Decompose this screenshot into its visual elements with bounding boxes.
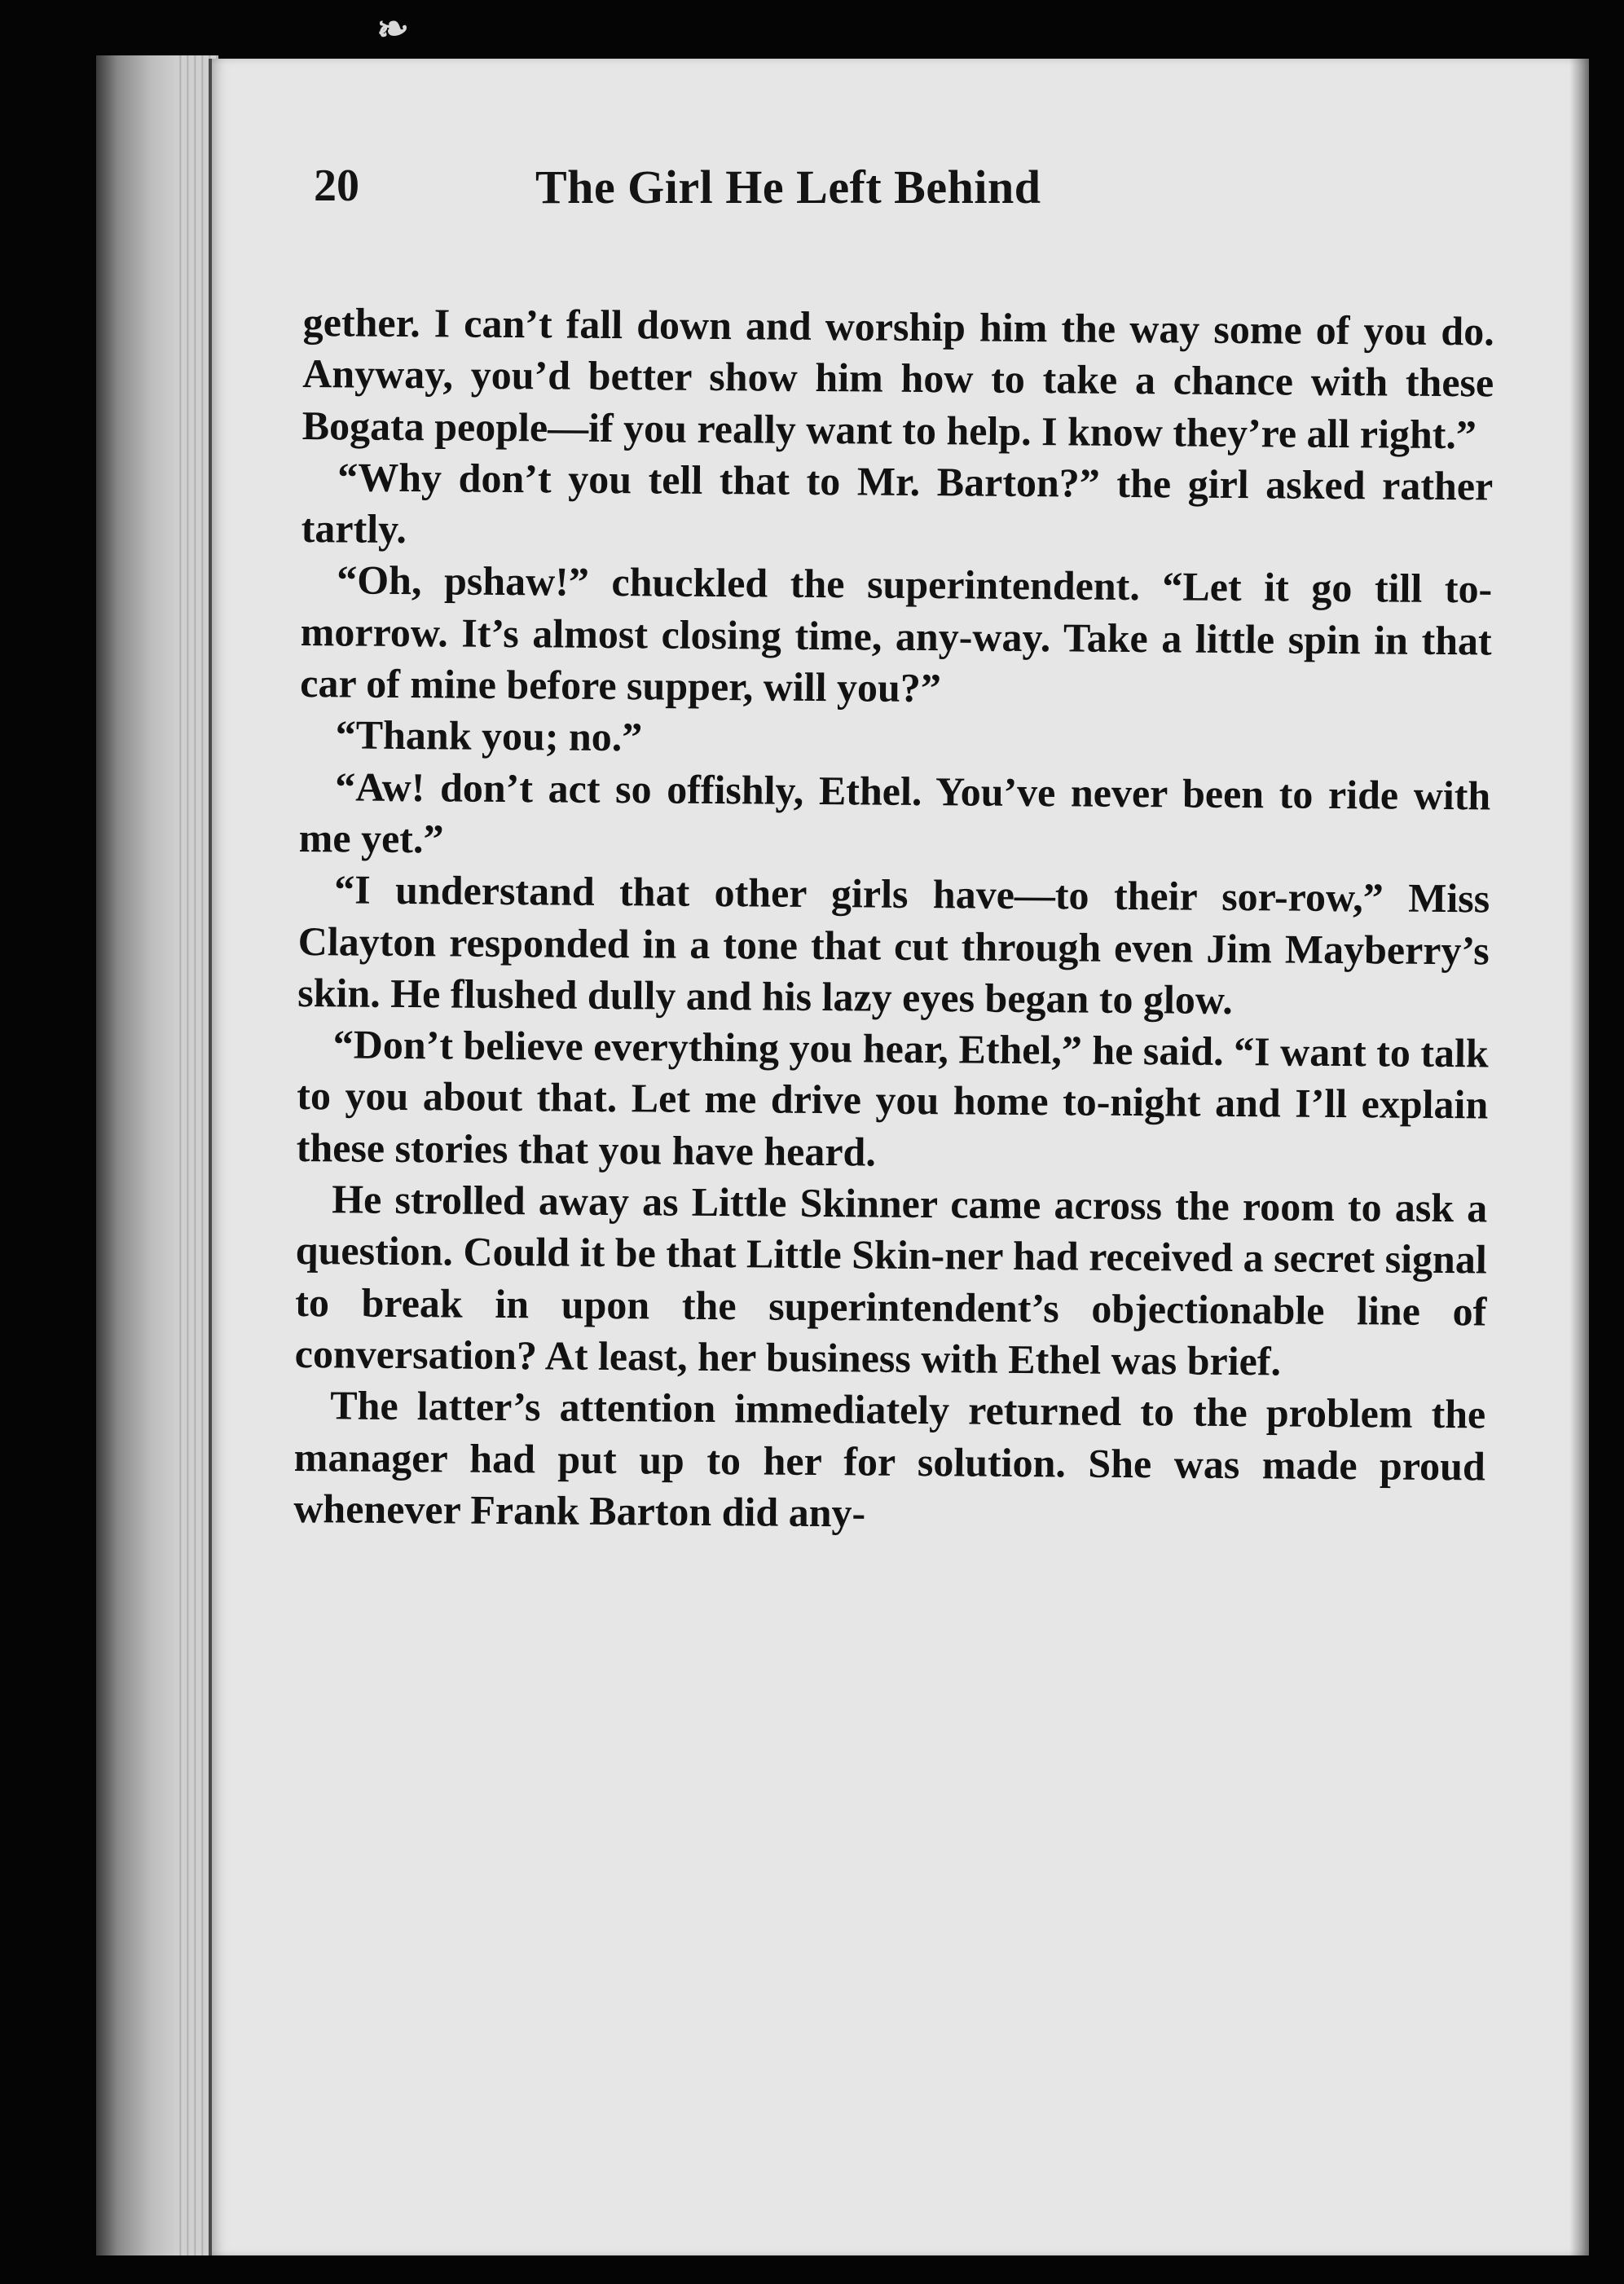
paragraph: “Thank you; no.” [335, 711, 643, 760]
page-header [314, 160, 1455, 225]
body-text [293, 297, 1494, 1544]
paragraph: “I understand that other girls have—to their sor-row,” Miss Clayton responded in a tone that cut through even Jim Mayberry’s skin. He flushed dully and his lazy eyes began to glow. [297, 866, 1490, 1023]
page-edges [96, 55, 218, 2255]
running-title: The Girl He Left Behind [535, 161, 1041, 213]
paragraph: The latter’s attention immediately returned to the problem the manager had put up to her for solution. She was made proud whenever Frank Barton did any- [293, 1382, 1486, 1536]
paragraph: He strolled away as Little Skinner came across the room to ask a question. Could it be that Little Skin-ner had received a secret signal to break in upon the superintendent’s objectionable line of conversation? At least, her business with Ethel was brief. [294, 1176, 1488, 1384]
page-number: 20 [314, 161, 359, 211]
paragraph: “Oh, pshaw!” chuckled the superintendent. “Let it go till to-morrow. It’s almost closing time, any-way. Take a little spin in that car of mine before supper, will you?” [300, 557, 1493, 711]
paragraph: gether. I can’t fall down and worship him the way some of you do. Anyway, you’d better show him how to take a chance with these Bogata people—if you really want to help. I know they’re all right.” [301, 298, 1494, 457]
paragraph: “Don’t believe everything you hear, Ethel,” he said. “I want to talk to you about that. Let me drive you home to-night and I’ll explain these stories that you have heard. [296, 1021, 1489, 1175]
scan-corner-mark: ❧ [373, 6, 407, 54]
paragraph: “Why don’t you tell that to Mr. Barton?” the girl asked rather tartly. [301, 454, 1494, 552]
paragraph: “Aw! don’t act so offishly, Ethel. You’ve never been to ride with me yet.” [298, 763, 1491, 862]
